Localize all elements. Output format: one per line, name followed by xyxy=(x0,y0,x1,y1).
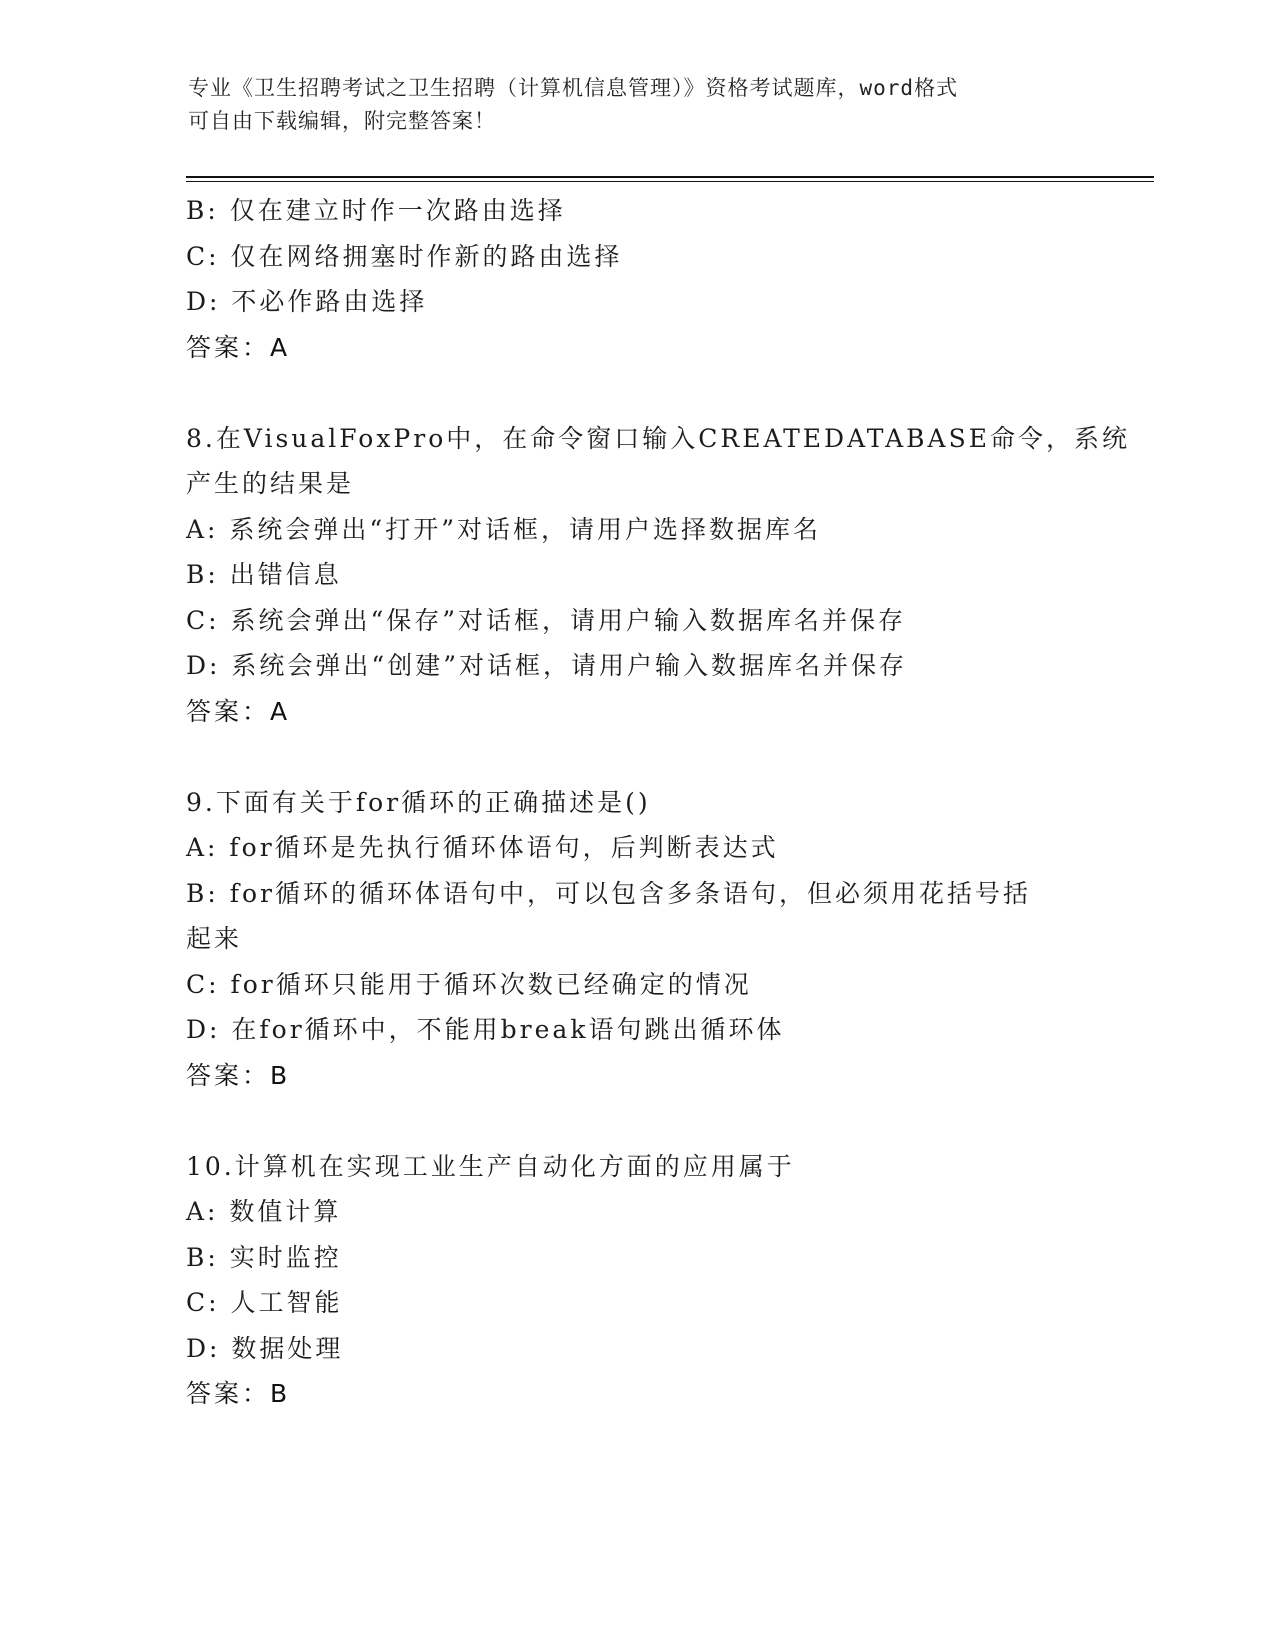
question-10-answer: 答案：B xyxy=(186,1379,291,1408)
question-9-option-a: A: for循环是先执行循环体语句，后判断表达式 xyxy=(186,833,779,862)
question-7-option-b: B: 仅在建立时作一次路由选择 xyxy=(186,196,566,225)
question-list xyxy=(186,188,1130,1417)
question-10-option-d: D: 数据处理 xyxy=(186,1333,344,1363)
question-7-answer: 答案：A xyxy=(186,332,291,362)
question-9-text: 9.下面有关于for循环的正确描述是() xyxy=(186,787,651,817)
question-10-option-a: A: 数值计算 xyxy=(186,1197,342,1226)
question-8 xyxy=(186,416,1130,735)
header-divider-thin xyxy=(186,181,1154,182)
question-10 xyxy=(186,1144,1086,1417)
question-9-answer: 答案：B xyxy=(186,1060,291,1090)
question-8-option-d: D: 系统会弹出“创建”对话框，请用户输入数据库名并保存 xyxy=(186,651,907,680)
question-10-option-b: B: 实时监控 xyxy=(186,1242,342,1272)
question-8-text-line-1: 8.在VisualFoxPro中，在命令窗口输入CREATEDATABASE命令，系统 xyxy=(186,423,1130,453)
question-7 xyxy=(186,188,1086,370)
question-9-option-b-line-2: 起来 xyxy=(186,924,243,953)
question-8-option-b: B: 出错信息 xyxy=(186,560,342,589)
question-9-option-b-line-1: B: for循环的循环体语句中，可以包含多条语句，但必须用花括号括 xyxy=(186,878,1031,908)
spacer xyxy=(186,1098,1086,1144)
question-8-answer: 答案：A xyxy=(186,696,291,726)
header-line-2: 可自由下载编辑，附完整答案！ xyxy=(188,109,496,133)
question-8-option-c: C: 系统会弹出“保存”对话框，请用户输入数据库名并保存 xyxy=(186,605,907,635)
header-divider-thick xyxy=(186,176,1154,178)
spacer xyxy=(186,370,1086,416)
question-10-option-c: C: 人工智能 xyxy=(186,1288,343,1317)
question-10-text: 10.计算机在实现工业生产自动化方面的应用属于 xyxy=(186,1151,795,1181)
question-8-option-a: A: 系统会弹出“打开”对话框，请用户选择数据库名 xyxy=(186,514,821,544)
question-8-text-line-2: 产生的结果是 xyxy=(186,469,355,498)
question-7-option-d: D: 不必作路由选择 xyxy=(186,287,428,316)
question-7-option-c: C: 仅在网络拥塞时作新的路由选择 xyxy=(186,241,623,271)
question-9-option-c: C: for循环只能用于循环次数已经确定的情况 xyxy=(186,969,752,999)
header-line-1: 专业《卫生招聘考试之卫生招聘（计算机信息管理）》资格考试题库，word格式 xyxy=(188,76,959,100)
spacer xyxy=(186,734,1086,780)
question-9-option-d: D: 在for循环中，不能用break语句跳出循环体 xyxy=(186,1015,785,1044)
question-9 xyxy=(186,780,1086,1099)
document-header xyxy=(188,72,1088,138)
